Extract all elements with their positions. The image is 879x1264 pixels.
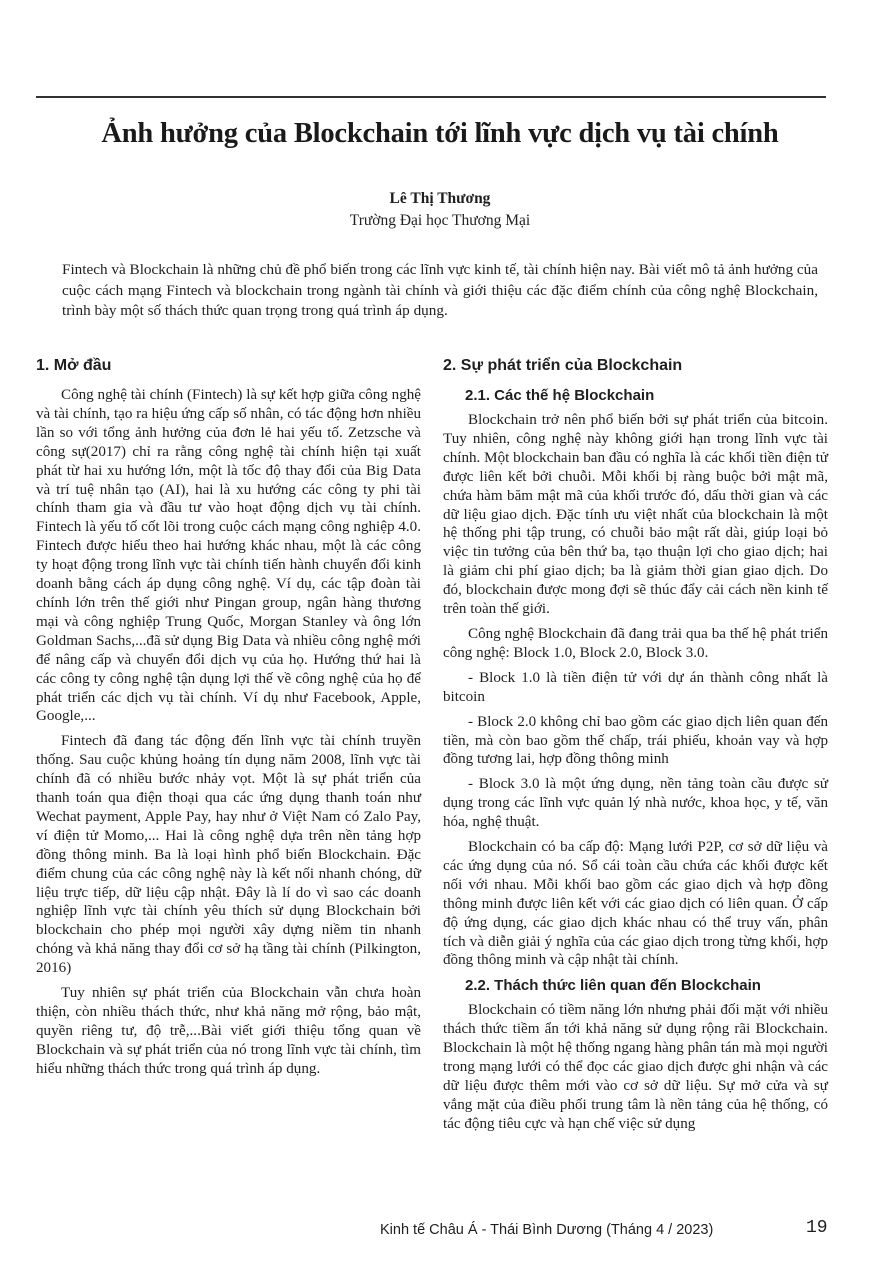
right-column [443,356,828,1140]
paragraph: Công nghệ Blockchain đã đang trải qua ba thế hệ phát triển công nghệ: Block 1.0, Block 2.0, Block 3.0. [443,625,828,661]
paragraph: - Block 2.0 không chỉ bao gồm các giao dịch liên quan đến tiền, mà còn bao gồm thế chấp, trái phiếu, khoản vay và hợp đồng tương lai, hợp đồng thông minh [443,713,828,768]
top-rule [36,96,826,98]
section-heading: 2. Sự phát triển của Blockchain [443,357,683,374]
paragraph: Blockchain có ba cấp độ: Mạng lưới P2P, cơ sở dữ liệu và các ứng dụng của nó. Sổ cái toàn cầu chứa các khối được kết nối với nhau. Mỗi khối bao gồm các giao dịch và hợp đồng thông minh được liên kết với các giao dịch có liên quan. Ở cấp độ ứng dụng, các giao dịch khác nhau có thể truy vấn, phân tích và diễn giải ý nghĩa của các giao dịch trong từng khối, hợp đồng thông minh và cập nhật tài chính. [443,839,828,969]
page-number: 19 [806,1218,828,1238]
subsection-heading: 2.1. Các thế hệ Blockchain [465,387,655,404]
paragraph: - Block 1.0 là tiền điện tử với dự án thành công nhất là bitcoin [443,669,828,705]
paragraph: Blockchain trở nên phổ biến bởi sự phát triển của bitcoin. Tuy nhiên, công nghệ này không giới hạn trong lĩnh vực tài chính. Một blockchain ban đầu có nghĩa là các khối tiền điện tử được liên kết bởi chuỗi. Mỗi khối bị ràng buộc bởi mật mã, chứa hàm băm mật mã của khối trước đó, dấu thời gian và các dữ liệu giao dịch. Đặc tính ưu việt nhất của blockchain là một hệ thống phi tập trung, có chuỗi bảo mật rất dài, giúp loại bỏ việc tin tưởng của bên thứ ba, tạo thuận lợi cho giao dịch; hai là giảm chi phí giao dịch; ba là giảm thời gian giao dịch. Do đó, blockchain được mong đợi sẽ thúc đẩy cải cách nền kinh tế trên toàn thế giới. [443,412,828,618]
paragraph: Công nghệ tài chính (Fintech) là sự kết hợp giữa công nghệ và tài chính, tạo ra hiệu ứng cấp số nhân, có tác động hơn nhiều lần so với tổng ảnh hưởng của đơn lẻ hai yếu tố. Zetzsche và công sự(2017) chỉ ra rằng công nghệ tài chính hiện tại xuất phát từ hai xu hướng lớn, một là tốc độ thay đổi của Big Data và trí tuệ nhân tạo (AI), hai là xu hướng các công ty phi tài chính tham gia và đầu tư vào hoạt động dịch vụ tài chính. Fintech là yếu tố cốt lõi trong cuộc cách mạng công nghiệp 4.0. Fintech được hiểu theo hai hướng khác nhau, một là các công ty hoạt động trong lĩnh vực tài chính tiến hành chuyển đổi kinh doanh bằng cách áp dụng công nghệ. Ví dụ, các tập đoàn tài chính lớn trên thế giới như Pingan group, ngân hàng thương mại và công nghiệp Trung Quốc, Morgan Stanley và ông lớn Goldman Sachs,...đã sử dụng Big Data và nhiều công nghệ mới để nâng cấp và chuyển đổi dịch vụ của họ. Hướng thứ hai là các công ty công nghệ tận dụng lợi thế về công nghệ của họ để phát triển các dịch vụ tài chính. Ví dụ như Facebook, Apple, Google,... [36,387,422,725]
paragraph: Fintech đã đang tác động đến lĩnh vực tài chính truyền thống. Sau cuộc khủng hoảng tín dụng năm 2008, lĩnh vực tài chính đã có nhiều bước nhảy vọt. Một là sự phát triển của thanh toán qua điện thoại qua các ứng dụng thanh toán như Wechat payment, Apple Pay, hay như ở Việt Nam có Zalo Pay, ví điện tử Momo,... Hai là công nghệ dựa trên nền tảng hợp đồng thông minh. Ba là loại hình phổ biến Blockchain. Đặc điểm chung của các công nghệ này là kết nối nhanh chóng, dữ liệu trực tiếp, dữ liệu cập nhật. Đây là lí do vì sao các doanh nghiệp lĩnh vực tài chính yêu thích sử dụng Blockchain bởi blockchain cho phép mọi người xây dựng niềm tin nhanh chóng và khả năng thay đổi cơ sở hạ tầng tài chính (Pilkington, 2016) [36,733,421,977]
section-heading: 1. Mở đầu [36,357,112,374]
article-title: Ảnh hưởng của Blockchain tới lĩnh vực dịch vụ tài chính [101,118,779,149]
subsection-heading: 2.2. Thách thức liên quan đến Blockchain [465,977,761,995]
paragraph: Tuy nhiên sự phát triển của Blockchain vẫn chưa hoàn thiện, còn nhiều thách thức, như khả năng mở rộng, bảo mật, quyền riêng tư, độ trễ,...Bài viết giới thiệu tổng quan về Blockchain và sự phát triển của nó trong lĩnh vực tài chính, tìm hiểu những thách thức trong quá trình áp dụng. [36,985,421,1077]
abstract: Fintech và Blockchain là những chủ đề phổ biến trong các lĩnh vực kinh tế, tài chính hiện nay. Bài viết mô tả ảnh hưởng của cuộc cách mạng Fintech và blockchain trong ngành tài chính và giới thiệu các đặc điểm chính của công nghệ Blockchain, trình bày một số thách thức quan trọng trong quá trình áp dụng. [62,261,818,320]
left-column [36,356,421,1085]
author-affiliation: Trường Đại học Thương Mại [349,212,531,229]
paragraph: Blockchain có tiềm năng lớn nhưng phải đối mặt với nhiều thách thức tiềm ẩn tới khả năng sử dụng rộng rãi Blockchain. Blockchain là một hệ thống ngang hàng phân tán mà mọi người trong mạng lưới có thể đọc các giao dịch được ghi nhận và các dữ liệu được thêm mới vào cơ sở dữ liệu. Sự mở cửa và sự vắng mặt của điều phối trung tâm là nền tảng của hệ thống, có tác động tiêu cực và hạn chế việc sử dụng [443,1002,828,1132]
author-name: Lê Thị Thương [389,190,491,207]
footer-journal: Kinh tế Châu Á - Thái Bình Dương (Tháng 4 / 2023) [380,1222,714,1238]
paragraph: - Block 3.0 là một ứng dụng, nền tảng toàn cầu được sử dụng trong các lĩnh vực quản lý nhà nước, khoa học, y tế, văn hóa, nghệ thuật. [443,776,828,831]
